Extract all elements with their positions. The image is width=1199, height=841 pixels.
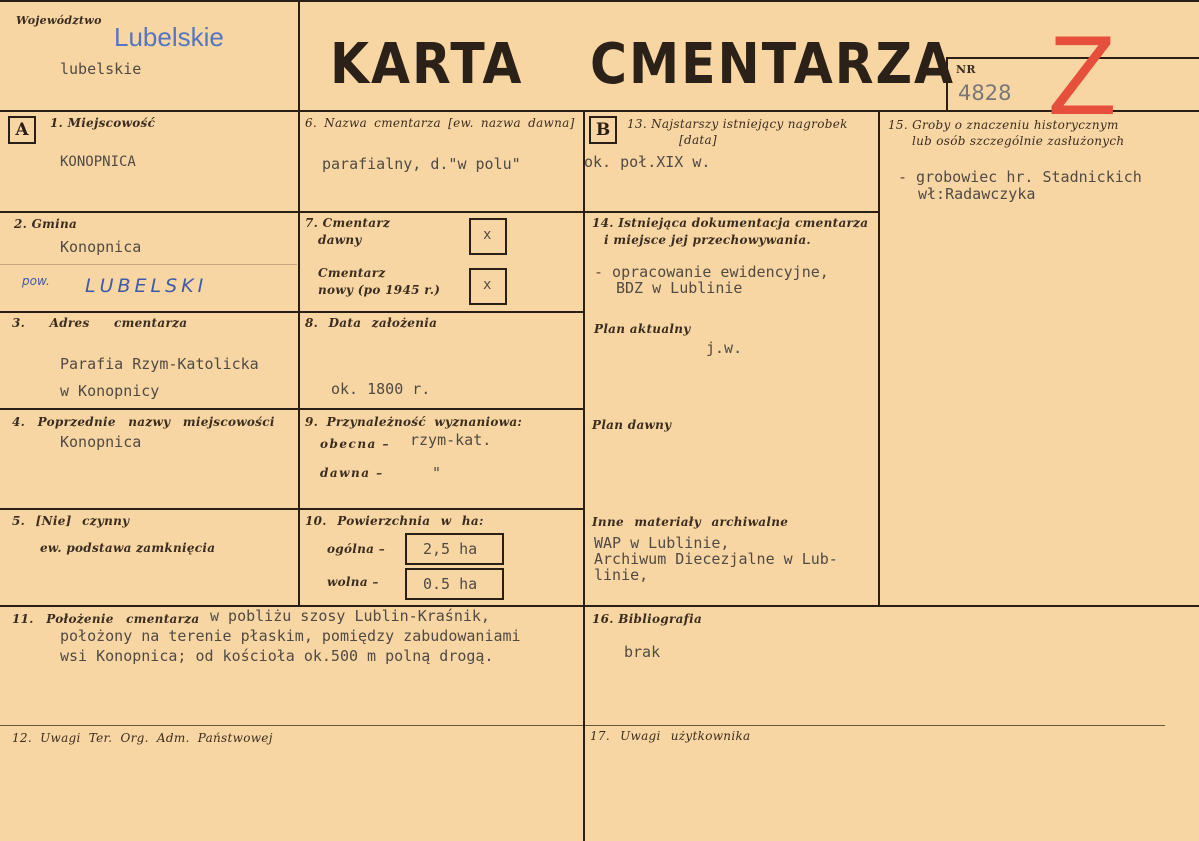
gmina-label: 2. Gmina [14, 217, 78, 231]
col-divider-1 [298, 111, 300, 606]
adres-label: 3. Adres cmentarza [12, 316, 188, 330]
section-b-badge: B [589, 116, 617, 144]
category-mark: Z [1048, 13, 1117, 138]
pow-value: LUBELSKI [85, 275, 208, 297]
data-zalozenia-label: 8. Data założenia [305, 316, 438, 330]
row-divider-6 [0, 725, 1165, 726]
col-divider-2 [583, 111, 585, 841]
powierzchnia-wolna-box [405, 568, 504, 600]
cmentarz-nowy-checkbox[interactable] [469, 268, 507, 305]
przynaleznosc-dawna-label: dawna – [320, 466, 384, 480]
uwagi-uzytkownika-label: 17. Uwagi użytkownika [590, 729, 751, 743]
groby-line1: - grobowiec hr. Stadnickich [898, 168, 1142, 186]
col-divider-3 [878, 111, 880, 606]
wojewodztwo-label: Województwo [16, 14, 102, 27]
czynny-label: 5. [Nie] czynny [12, 514, 130, 528]
wojewodztwo-typed: lubelskie [60, 60, 142, 78]
najstarszy-value: ok. poł.XIX w. [584, 153, 711, 171]
powierzchnia-ogolna-label: ogólna – [327, 542, 386, 556]
dokumentacja-label1: 14. Istniejąca dokumentacja cmentarza [592, 216, 869, 230]
wojewodztwo-stamp: Lubelskie [114, 22, 224, 52]
title-word-karta: KARTA [330, 32, 524, 97]
header-title-left-divider [298, 0, 300, 111]
polozenie-label: 11. Położenie cmentarza [12, 612, 200, 626]
row-divider-4 [0, 508, 584, 510]
powierzchnia-wolna-label: wolna – [327, 575, 379, 589]
cmentarz-nowy-label2: nowy (po 1945 r.) [318, 283, 441, 297]
powierzchnia-label: 10. Powierzchnia w ha: [305, 514, 484, 528]
adres-line2: w Konopnicy [60, 382, 160, 400]
bibliografia-label: 16. Bibliografia [592, 612, 703, 626]
plan-dawny-label: Plan dawny [592, 418, 672, 432]
row-divider-2 [0, 311, 584, 313]
czynny-sublabel: ew. podstawa zamknięcia [40, 541, 216, 555]
bibliografia-value: brak [624, 643, 661, 661]
poprzednie-nazwy-value: Konopnica [60, 433, 142, 451]
row-divider-3 [0, 408, 584, 410]
poprzednie-nazwy-label: 4. Poprzednie nazwy miejscowości [12, 415, 275, 429]
inne-materialy-label: Inne materiały archiwalne [592, 515, 789, 529]
dokumentacja-line2: BDZ w Lublinie [616, 279, 743, 297]
miejscowosc-label: 1. Miejscowość [50, 116, 156, 130]
nazwa-label: 6. Nazwa cmentarza [ew. nazwa dawna] [305, 116, 575, 130]
gmina-pow-rule [0, 264, 297, 265]
przynaleznosc-label: 9. Przynależność wyznaniowa: [305, 415, 523, 429]
pow-label: pow. [22, 274, 50, 288]
data-zalozenia-value: ok. 1800 r. [331, 380, 431, 398]
powierzchnia-ogolna-box [405, 533, 504, 565]
cmentarz-dawny-label1: 7. Cmentarz [305, 216, 391, 230]
dokumentacja-label2: i miejsce jej przechowywania. [604, 233, 811, 247]
groby-label1: 15. Groby o znaczeniu historycznym [888, 118, 1119, 132]
cmentarz-dawny-label2: dawny [318, 233, 362, 247]
polozenie-line2: położony na terenie płaskim, pomiędzy zabudowaniami [60, 627, 521, 645]
miejscowosc-value: KONOPNICA [60, 154, 136, 170]
header-divider [0, 110, 1199, 112]
przynaleznosc-obecna-value: rzym-kat. [410, 431, 492, 449]
nr-value: 4828 [958, 81, 1012, 105]
najstarszy-label2: [data] [679, 133, 717, 147]
row-divider-5 [0, 605, 1199, 607]
adres-line1: Parafia Rzym-Katolicka [60, 355, 259, 373]
plan-aktualny-label: Plan aktualny [594, 322, 691, 336]
row-divider-1 [0, 211, 879, 213]
dokumentacja-line1: - opracowanie ewidencyjne, [594, 263, 829, 281]
top-border [0, 0, 1199, 2]
przynaleznosc-obecna-label: obecna – [320, 437, 391, 451]
inne-materialy-line3: linie, [594, 566, 649, 584]
polozenie-line3: wsi Konopnica; od kościoła ok.500 m polną drogą. [60, 647, 494, 665]
powierzchnia-wolna-value: 0.5 ha [423, 575, 478, 593]
section-a-badge: A [8, 116, 36, 144]
title-word-cmentarza: CMENTARZA [590, 32, 956, 97]
cmentarz-dawny-checkbox[interactable] [469, 218, 507, 255]
plan-aktualny-value: j.w. [706, 339, 743, 357]
gmina-value: Konopnica [60, 238, 142, 256]
nr-label: NR [956, 63, 976, 76]
najstarszy-label1: 13. Najstarszy istniejący nagrobek [627, 117, 848, 131]
polozenie-line1: w pobliżu szosy Lublin-Kraśnik, [210, 607, 490, 625]
groby-line2: wł:Radawczyka [918, 185, 1036, 203]
groby-label2: lub osób szczególnie zasłużonych [912, 134, 1125, 148]
uwagi-label: 12. Uwagi Ter. Org. Adm. Państwowej [12, 731, 273, 745]
cmentarz-dawny-mark: x [483, 227, 492, 243]
cmentarz-nowy-mark: x [483, 277, 492, 293]
powierzchnia-ogolna-value: 2,5 ha [423, 540, 478, 558]
przynaleznosc-dawna-value: " [432, 464, 442, 482]
nazwa-value: parafialny, d."w polu" [322, 155, 521, 173]
cmentarz-nowy-label1: Cmentarz [318, 266, 386, 280]
inne-materialy-line2: Archiwum Diecezjalne w Lub- [594, 550, 838, 568]
inne-materialy-line1: WAP w Lublinie, [594, 534, 730, 552]
